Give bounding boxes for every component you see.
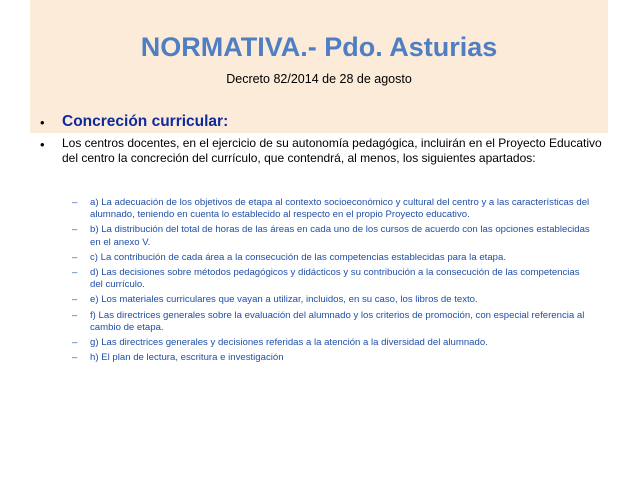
list-item [72, 267, 592, 291]
dash-bullet: – [72, 267, 78, 279]
dash-bullet: – [72, 294, 78, 306]
list-item [72, 352, 592, 364]
list-item-text: c) La contribución de cada área a la consecución de las competencias establecidas para la etapa. [90, 251, 506, 263]
dash-bullet: – [72, 224, 78, 236]
list-item-text: b) La distribución del total de horas de las áreas en cada uno de los cursos de acuerdo con las opciones establecidas en el anexo V. [90, 224, 590, 248]
dash-bullet: – [72, 352, 78, 364]
list-item [72, 197, 592, 221]
list-item-text: a) La adecuación de los objetivos de etapa al contexto socioeconómico y cultural del centro y a las características del alumnado, teniendo en cuenta lo establecido al respecto en el propio Proyecto educativo. [90, 197, 590, 221]
sub-item-list [72, 197, 592, 367]
heading-bullet: • [40, 115, 45, 130]
list-item [72, 337, 592, 349]
intro-paragraph: Los centros docentes, en el ejercicio de su autonomía pedagógica, incluirán en el Proyecto Educativo del centro la concreción del currículo, que contendrá, al menos, los siguientes apartados: [62, 136, 602, 165]
slide-subtitle: Decreto 82/2014 de 28 de agosto [226, 72, 412, 86]
intro-bullet: • [40, 137, 45, 152]
dash-bullet: – [72, 309, 78, 321]
list-item-text: f) Las directrices generales sobre la evaluación del alumnado y los criterios de promoción, con especial referencia al cambio de etapa. [90, 309, 585, 333]
list-item-text: d) Las decisiones sobre métodos pedagógicos y didácticos y su contribución a la consecución de las competencias del currículo. [90, 267, 580, 291]
list-item [72, 252, 592, 264]
dash-bullet: – [72, 251, 78, 263]
list-item [72, 310, 592, 334]
list-item-text: e) Los materiales curriculares que vayan a utilizar, incluidos, en su caso, los libros de texto. [90, 294, 478, 306]
section-heading: Concreción curricular: [62, 113, 229, 130]
dash-bullet: – [72, 337, 78, 349]
dash-bullet: – [72, 197, 78, 208]
slide-title: NORMATIVA.- Pdo. Asturias [140, 32, 498, 62]
list-item-text: h) El plan de lectura, escritura e investigación [90, 352, 284, 364]
list-item-text: g) Las directrices generales y decisiones referidas a la atención a la diversidad del alumnado. [90, 337, 488, 349]
list-item [72, 294, 592, 306]
list-item [72, 224, 592, 248]
